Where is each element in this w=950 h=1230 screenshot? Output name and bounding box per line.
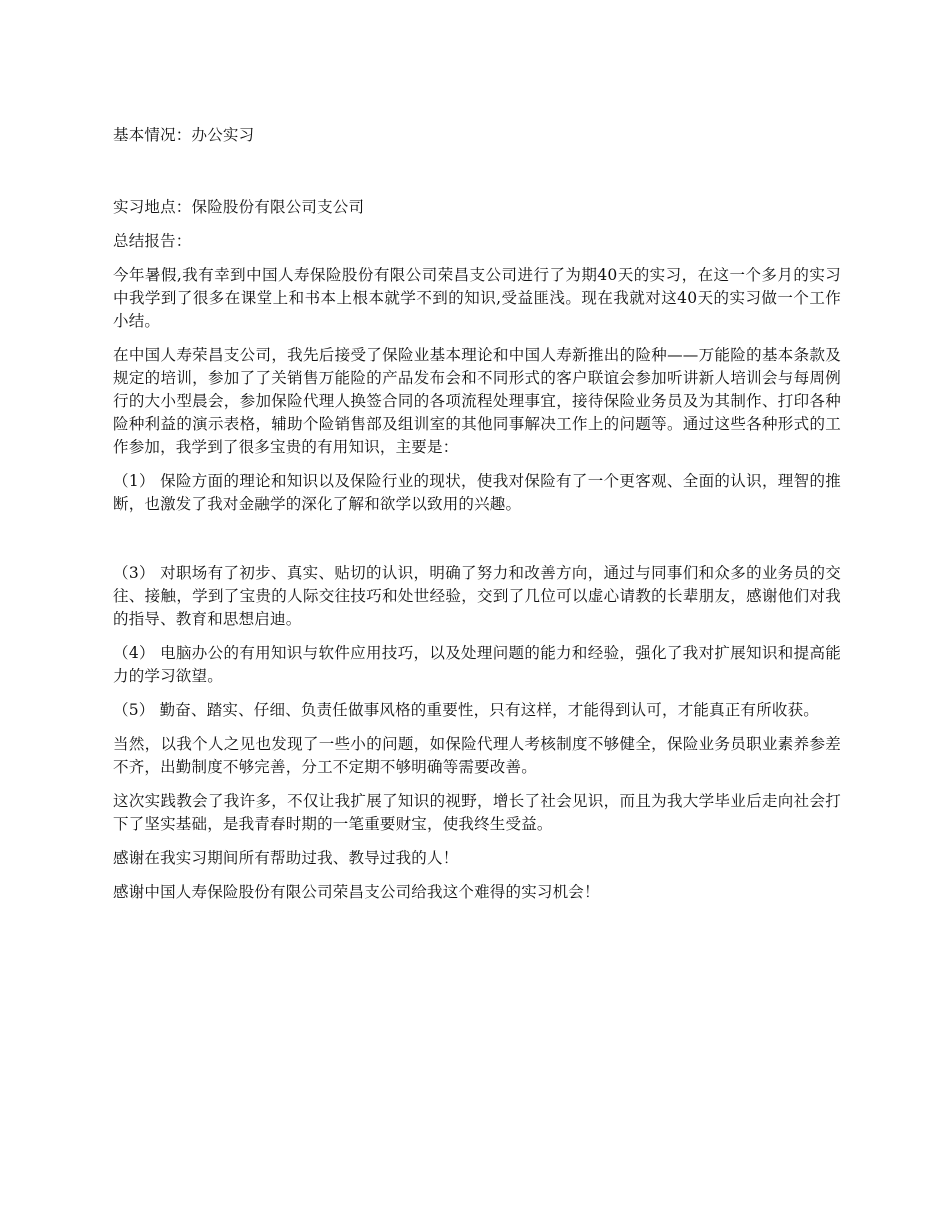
- training-paragraph: 在中国人寿荣昌支公司，我先后接受了保险业基本理论和中国人寿新推出的险种——万能险的基本条款及规定的培训，参加了了关销售万能险的产品发布会和不同形式的客户联谊会参加听讲新人培训会与每周例行的大小型晨会，参加保险代理人换签合同的各项流程处理事宜，接待保险业务员及为其制作、打印各种险种利益的演示表格，辅助个险销售部及组训室的其他同事解决工作上的问题等。通过这些各种形式的工作参加，我学到了很多宝贵的有用知识，主要是：: [113, 346, 841, 456]
- point-5-paragraph: （5） 勤奋、踏实、仔细、负责任做事风格的重要性，只有这样，才能得到认可，才能真正有所收获。: [113, 701, 819, 719]
- document-body: [113, 124, 841, 915]
- summary-report-heading: 总结报告：: [113, 232, 192, 250]
- issues-paragraph: 当然，以我个人之见也发现了一些小的问题，如保险代理人考核制度不够健全，保险业务员职业素养参差不齐，出勤制度不够完善，分工不定期不够明确等需要改善。: [113, 735, 841, 776]
- point-4-paragraph: （4） 电脑办公的有用知识与软件应用技巧，以及处理问题的能力和经验，强化了我对扩展知识和提高能力的学习欲望。: [113, 644, 841, 685]
- internship-location-line: 实习地点：保险股份有限公司支公司: [113, 198, 365, 216]
- point-1-paragraph: （1） 保险方面的理论和知识以及保险行业的现状，使我对保险有了一个更客观、全面的认识，理智的推断，也激发了我对金融学的深化了解和欲学以致用的兴趣。: [113, 472, 841, 513]
- intro-paragraph: 今年暑假,我有幸到中国人寿保险股份有限公司荣昌支公司进行了为期40天的实习，在这一个多月的实习中我学到了很多在课堂上和书本上根本就学不到的知识,受益匪浅。现在我就对这40天的实习做一个工作小结。: [113, 266, 841, 330]
- point-3-paragraph: （3） 对职场有了初步、真实、贴切的认识，明确了努力和改善方向，通过与同事们和众多的业务员的交往、接触，学到了宝贵的人际交往技巧和处世经验，交到了几位可以虚心请教的长辈朋友，感谢他们对我的指导、教育和思想启迪。: [113, 564, 841, 628]
- thanks-company-line: 感谢中国人寿保险股份有限公司荣昌支公司给我这个难得的实习机会！: [113, 883, 600, 901]
- basic-info-line: 基本情况：办公实习: [113, 126, 255, 144]
- reflection-paragraph: 这次实践教会了我许多，不仅让我扩展了知识的视野，增长了社会见识，而且为我大学毕业后走向社会打下了坚实基础，是我青春时期的一笔重要财宝，使我终生受益。: [113, 792, 841, 833]
- thanks-people-line: 感谢在我实习期间所有帮助过我、教导过我的人！: [113, 849, 459, 867]
